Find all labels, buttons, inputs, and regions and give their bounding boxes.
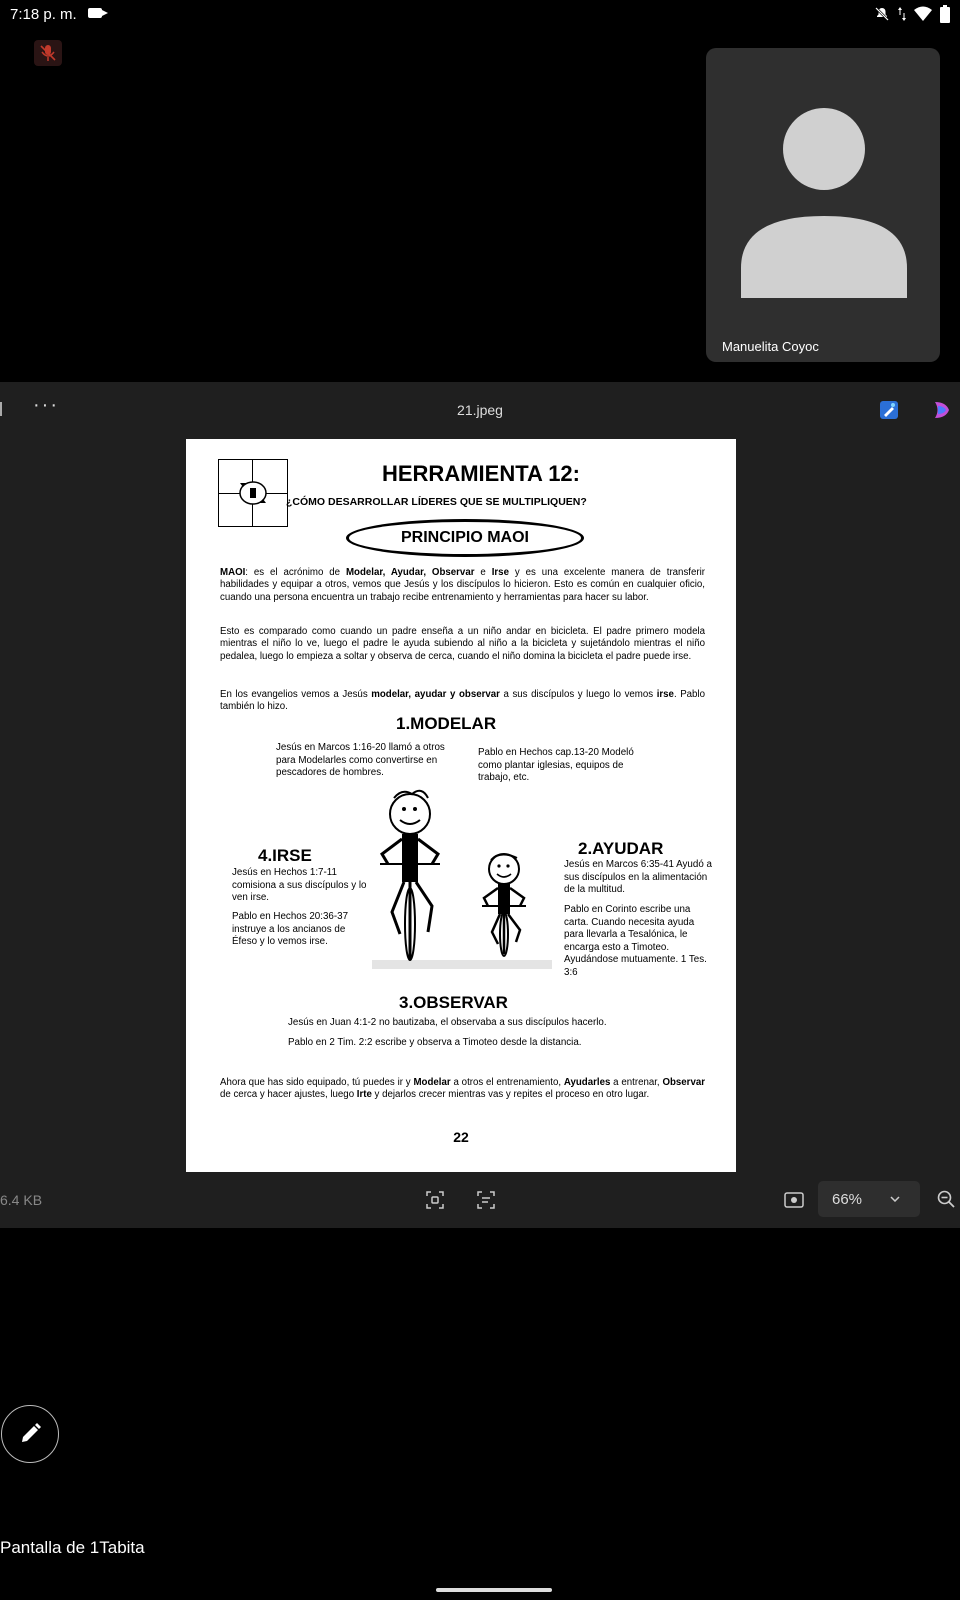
battery-icon: [940, 5, 950, 23]
mic-muted-button[interactable]: [34, 40, 62, 66]
principle-oval: PRINCIPIO MAOI: [346, 519, 584, 557]
section-observar-title: 3.OBSERVAR: [399, 993, 508, 1012]
screen-share-label: Pantalla de 1Tabita: [0, 1538, 145, 1557]
wifi-icon: [914, 6, 932, 22]
annotate-button[interactable]: [1, 1405, 59, 1463]
section-irse-title: 4.IRSE: [258, 846, 312, 865]
avatar-placeholder-icon: [741, 108, 907, 298]
viewer-toolbar: [0, 382, 960, 438]
edit-image-icon[interactable]: [880, 401, 898, 419]
section-modelar-title: 1.MODELAR: [396, 714, 497, 733]
page-number: 22: [453, 1129, 469, 1145]
mic-off-icon: [40, 44, 56, 62]
file-name: 21.jpeg: [457, 402, 503, 418]
paragraph-conclusion: Ahora que has sido equipado, tú puedes ir y Modelar a otros el entrenamiento, Ayudarles a entrenar, Observar de cerca y hacer ajustes, luego Irte y dejarlos crecer mientras vas y repites el proceso en otro lugar.: [220, 1077, 705, 1101]
section-ayudar-title: 2.AYUDAR: [578, 839, 664, 858]
copilot-icon[interactable]: [932, 400, 952, 420]
page-title: HERRAMIENTA 12:: [381, 461, 580, 486]
section-modelar-left: Jesús en Marcos 1:16-20 llamó a otros para Modelarles como convertirse en pescadores de hombres.: [276, 742, 445, 778]
section-observar-text-a: Jesús en Juan 4:1-2 no bautizaba, el observaba a sus discípulos hacerlo.: [288, 1017, 607, 1028]
paragraph-gospels: En los evangelios vemos a Jesús modelar, ayudar y observar a sus discípulos y luego lo vemos irse. Pablo también lo hizo.: [220, 689, 705, 713]
section-ayudar-text-b: Pablo en Corinto escribe una carta. Cuando necesita ayuda para llevarla a Tesalónica, le encarga esto a Timoteo. Ayudándose mutuamente. 1 Tes. 3:6: [564, 904, 707, 978]
document-page: [186, 439, 736, 1172]
page-subtitle: ¿CÓMO DESARROLLAR LÍDERES QUE SE MULTIPLIQUEN?: [286, 496, 587, 508]
more-options-button[interactable]: ···: [33, 394, 59, 416]
home-indicator[interactable]: [436, 1588, 552, 1592]
zoom-level: 66%: [832, 1190, 863, 1208]
data-arrows-icon: [898, 6, 906, 22]
paragraph-bicycle: Esto es comparado como cuando un padre enseña a un niño andar en bicicleta. El padre primero modela mientras el niño lo ve, luego el padre le ayuda subiendo al niño a la bicicleta y sujetándolo mientras el niño pedalea, luego lo empieza a soltar y observa de cerca, cuando el niño domina la bicicleta el padre puede irse.: [220, 626, 705, 662]
scan-icon[interactable]: [426, 1191, 444, 1209]
section-modelar-right: Pablo en Hechos cap.13-20 Modeló como plantar iglesias, equipos de trabajo, etc.: [478, 747, 634, 783]
text-scan-icon[interactable]: [477, 1191, 495, 1209]
notifications-off-icon: [874, 6, 890, 22]
viewer-bottom-bar: [0, 1172, 960, 1228]
paragraph-maoi: MAOI: es el acrónimo de Modelar, Ayudar, Observar e Irse y es una excelente manera de transferir habilidades y equipar a otros, vemos que Jesús y los discípulos lo hicieron. Esto es común en cualquier oficio, cuando una persona encuentra un trabajo recibe entrenamiento y herramientas para hacer su labor.: [220, 567, 705, 603]
pencil-icon: [19, 1423, 41, 1445]
section-ayudar-text-a: Jesús en Marcos 6:35-41 Ayudó a sus discípulos en la alimentación de la multitud.: [564, 859, 712, 895]
zoom-out-icon[interactable]: [937, 1190, 955, 1208]
section-observar-text-b: Pablo en 2 Tim. 2:2 escribe y observa a Timoteo desde la distancia.: [288, 1037, 582, 1048]
zoom-select[interactable]: [818, 1181, 920, 1217]
chevron-down-icon: [890, 1196, 900, 1202]
section-irse-text-b: Pablo en Hechos 20:36-37 instruye a los ancianos de Éfeso y lo vemos irse.: [232, 911, 349, 947]
fit-to-screen-icon[interactable]: [784, 1191, 804, 1209]
status-time: 7:18 p. m.: [10, 6, 77, 23]
camera-recording-icon: [88, 8, 102, 18]
file-size: 6.4 KB: [0, 1192, 43, 1208]
status-icons: [874, 4, 950, 24]
participant-name: Manuelita Coyoc: [722, 339, 819, 354]
participant-tile[interactable]: [706, 48, 940, 362]
section-irse-text-a: Jesús en Hechos 1:7-11 comisiona a sus discípulos y lo ven irse.: [232, 867, 367, 903]
bicycle-illustration: [372, 784, 552, 969]
